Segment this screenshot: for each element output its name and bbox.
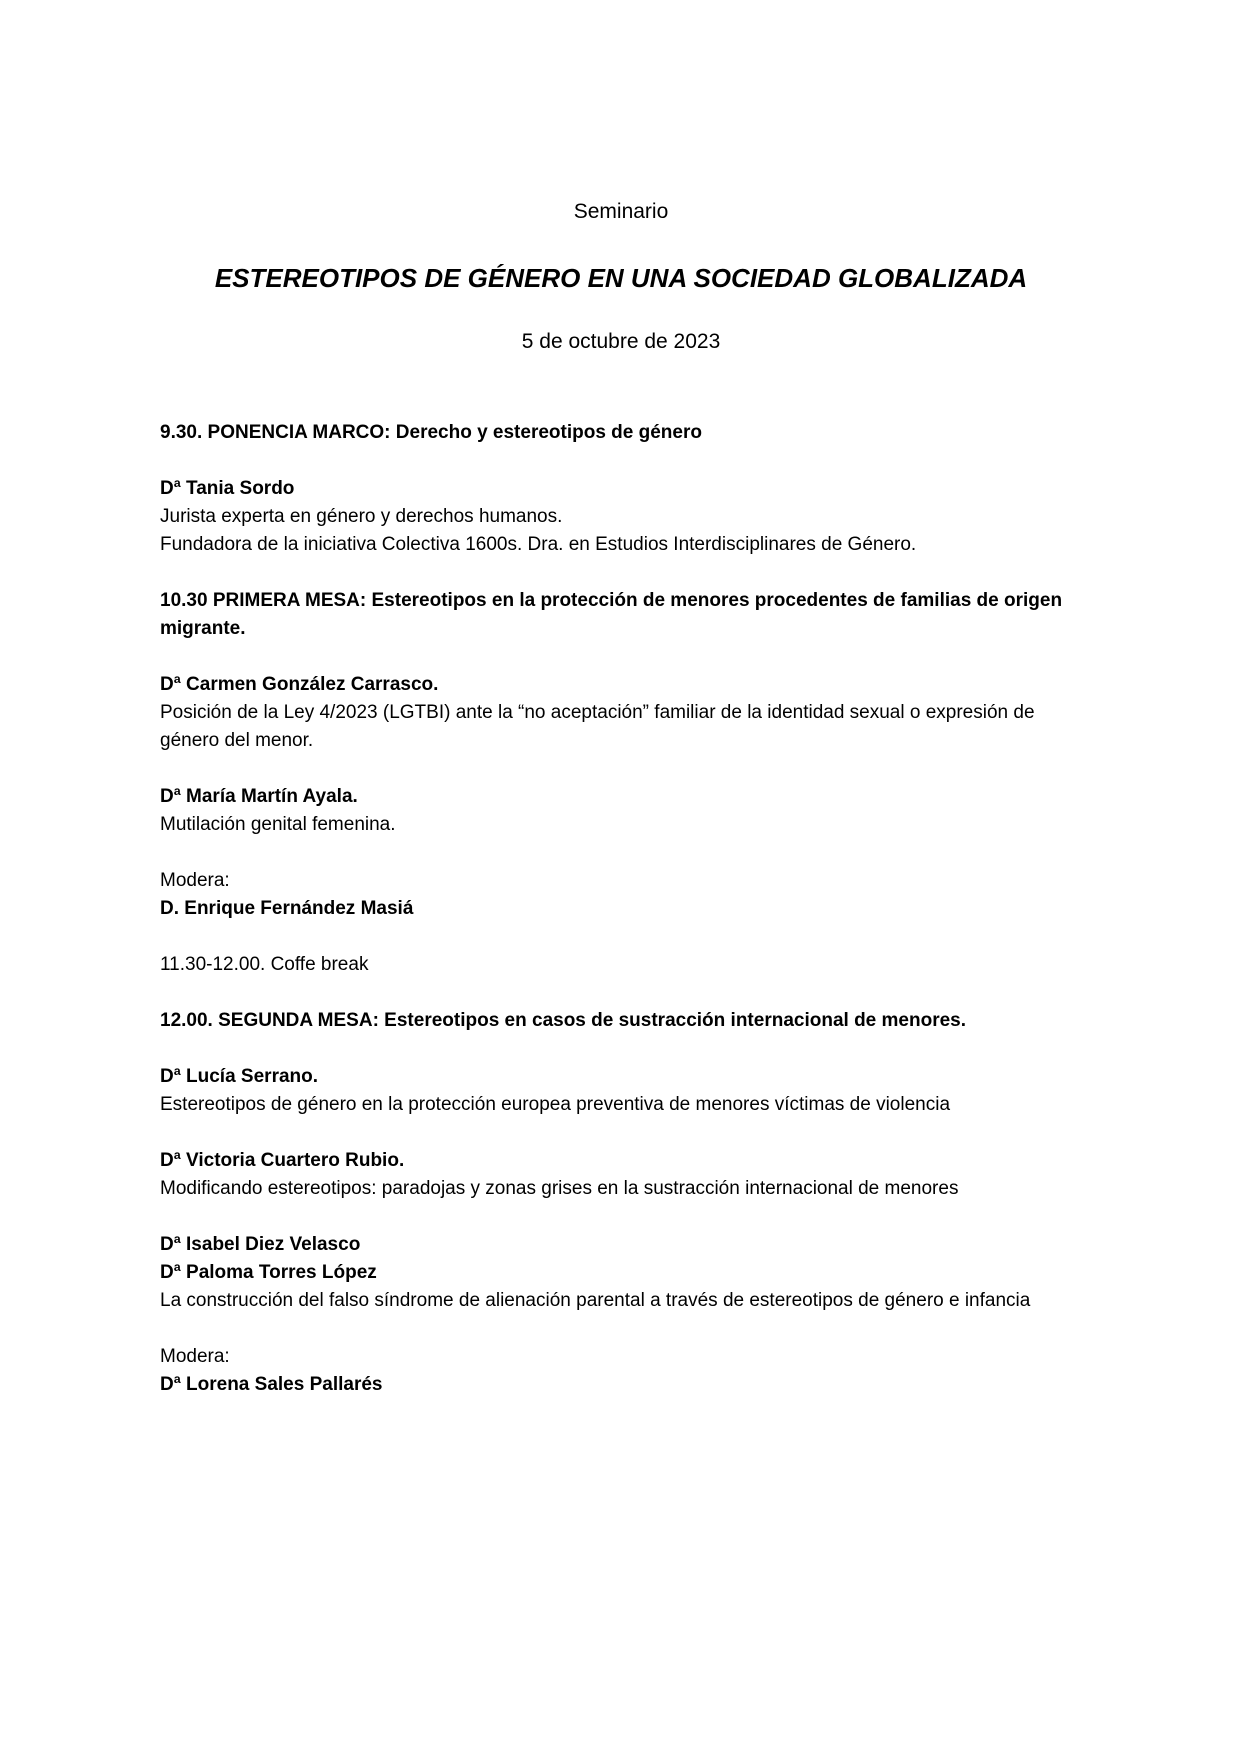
speaker-block <box>160 1147 1082 1203</box>
moderator-label: Modera: <box>160 1346 230 1367</box>
session-heading: 9.30. PONENCIA MARCO: Derecho y estereotipos de género <box>160 422 702 443</box>
seminar-title: ESTEREOTIPOS DE GÉNERO EN UNA SOCIEDAD GLOBALIZADA <box>214 263 1028 293</box>
moderator-block <box>160 1343 1082 1399</box>
document-content <box>160 198 1082 1399</box>
seminar-date: 5 de octubre de 2023 <box>521 330 721 353</box>
speaker-block <box>160 671 1082 755</box>
moderator-block <box>160 867 1082 923</box>
talk-title: Estereotipos de género en la protección europea preventiva de menores víctimas de violencia <box>160 1094 951 1115</box>
speaker-name: Dª Tania Sordo <box>160 478 295 499</box>
talk-title: La construcción del falso síndrome de alienación parental a través de estereotipos de género e infancia <box>160 1290 1031 1311</box>
session-ponencia-marco <box>160 419 1082 559</box>
speaker-block <box>160 1063 1082 1119</box>
moderator-label: Modera: <box>160 870 230 891</box>
session-primera-mesa <box>160 587 1082 923</box>
moderator-name: D. Enrique Fernández Masiá <box>160 898 414 919</box>
speaker-name: Dª Lucía Serrano. <box>160 1066 319 1087</box>
speaker-name: Dª Carmen González Carrasco. <box>160 674 439 695</box>
speaker-block <box>160 475 1082 559</box>
session-segunda-mesa <box>160 1007 1082 1399</box>
session-heading: 12.00. SEGUNDA MESA: Estereotipos en casos de sustracción internacional de menores. <box>160 1010 966 1031</box>
speaker-name: Dª Paloma Torres López <box>160 1262 377 1283</box>
talk-title: Modificando estereotipos: paradojas y zonas grises en la sustracción internacional de menores <box>160 1178 959 1199</box>
talk-title: Mutilación genital femenina. <box>160 814 396 835</box>
coffee-break: 11.30-12.00. Coffe break <box>160 954 369 975</box>
moderator-name: Dª Lorena Sales Pallarés <box>160 1374 383 1395</box>
seminar-kicker: Seminario <box>573 200 669 223</box>
speaker-bio-line: Fundadora de la iniciativa Colectiva 1600s. Dra. en Estudios Interdisciplinares de Género. <box>160 534 917 555</box>
speaker-block <box>160 1231 1082 1315</box>
speaker-name: Dª Isabel Diez Velasco <box>160 1234 361 1255</box>
speaker-name: Dª María Martín Ayala. <box>160 786 358 807</box>
speaker-block <box>160 783 1082 839</box>
speaker-name: Dª Victoria Cuartero Rubio. <box>160 1150 405 1171</box>
talk-title: Posición de la Ley 4/2023 (LGTBI) ante la “no aceptación” familiar de la identidad sexual o expresión de género del menor. <box>160 702 1035 751</box>
session-heading: 10.30 PRIMERA MESA: Estereotipos en la protección de menores procedentes de familias de origen migrante. <box>160 590 1063 639</box>
speaker-bio-line: Jurista experta en género y derechos humanos. <box>160 506 563 527</box>
